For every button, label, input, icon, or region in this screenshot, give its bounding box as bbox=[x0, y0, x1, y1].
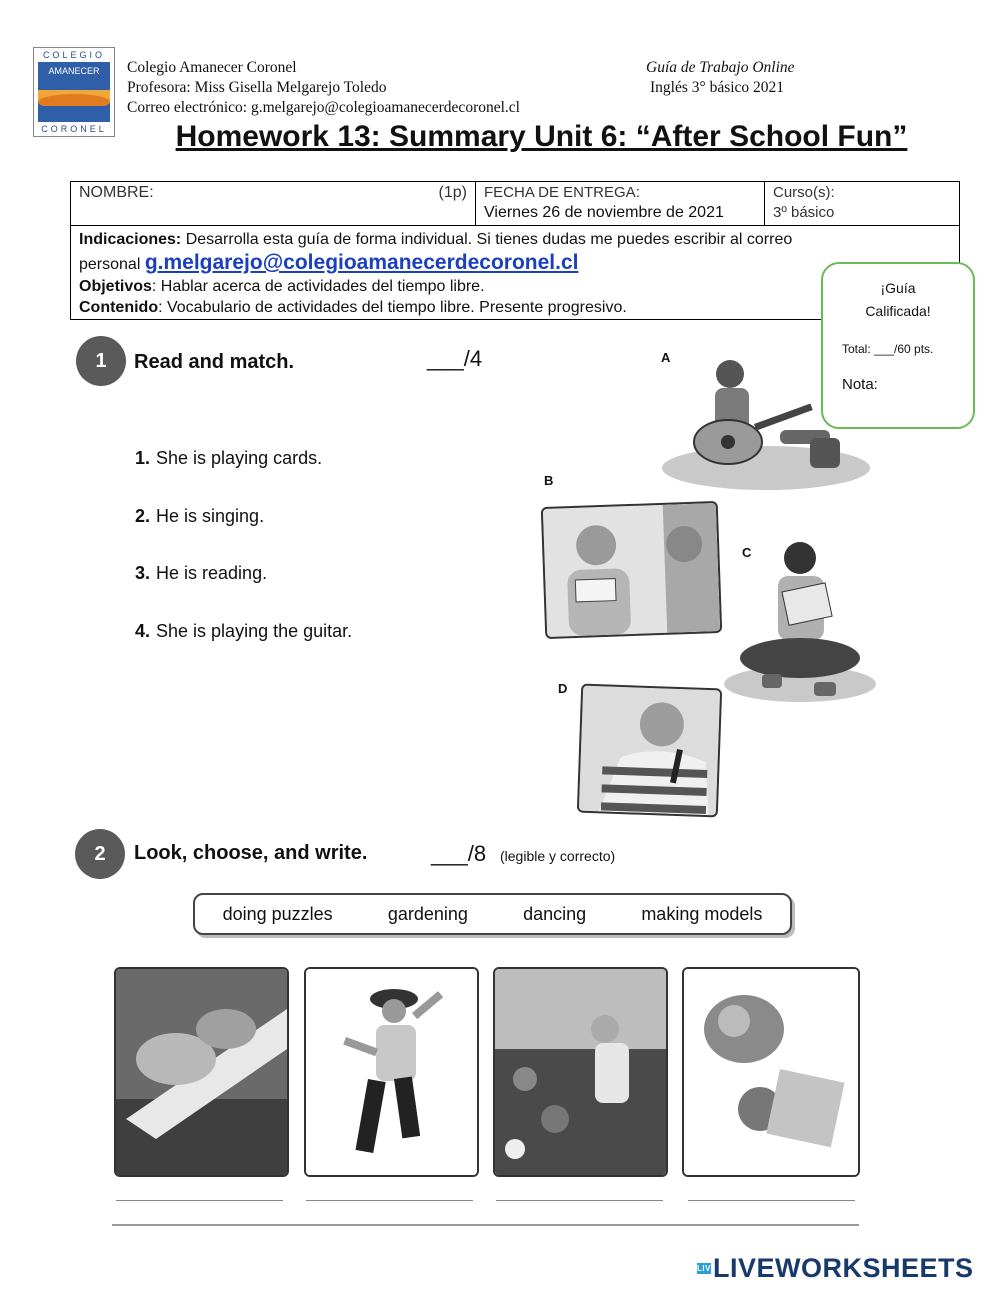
sentence-3-text: He is reading. bbox=[156, 563, 268, 583]
brand-text: LIVEWORKSHEETS bbox=[713, 1253, 974, 1283]
sentence-1-num: 1. bbox=[135, 448, 151, 468]
logo-bottom-text: CORONEL bbox=[41, 124, 107, 134]
dancing-graphic bbox=[306, 969, 477, 1175]
indications-label: Indicaciones: bbox=[79, 231, 182, 248]
word-bank-item: gardening bbox=[387, 903, 468, 924]
picture-b-letter: B bbox=[544, 473, 554, 488]
boy-singing-picture[interactable] bbox=[577, 684, 722, 818]
page-title: Homework 13: Summary Unit 6: “After School Fun” bbox=[175, 120, 908, 153]
grade-box-line1: ¡Guía bbox=[880, 280, 916, 296]
course-value: 3º básico bbox=[773, 204, 835, 221]
sentence-4[interactable] bbox=[135, 621, 352, 642]
course-cell bbox=[765, 182, 960, 226]
sentence-1-text: She is playing cards. bbox=[156, 448, 323, 468]
name-cell[interactable] bbox=[71, 182, 476, 226]
word-bank-item: making models bbox=[641, 903, 763, 924]
picture-a-letter: A bbox=[661, 350, 671, 365]
making-models-picture bbox=[114, 967, 289, 1177]
date-value: Viernes 26 de noviembre de 2021 bbox=[484, 204, 724, 221]
sentence-2[interactable] bbox=[135, 506, 264, 527]
answer-line-4[interactable] bbox=[688, 1200, 855, 1201]
objectives-text: : Hablar acerca de actividades del tiempo libre. bbox=[151, 278, 485, 295]
brand-badge: LIVE bbox=[697, 1264, 717, 1273]
boy-reading-picture[interactable] bbox=[722, 536, 880, 704]
section1-score: ___/4 bbox=[427, 346, 483, 371]
grade-total[interactable]: Total: ___/60 pts. bbox=[842, 342, 934, 356]
section2-score: ___/8 bbox=[431, 841, 487, 866]
personal-email-line bbox=[79, 251, 951, 276]
girl-cards-graphic bbox=[543, 503, 720, 637]
grade-score: Nota: bbox=[842, 376, 878, 393]
girl-guitar-picture[interactable] bbox=[660, 350, 872, 492]
sentence-4-num: 4. bbox=[135, 621, 151, 641]
date-label: FECHA DE ENTREGA: bbox=[484, 184, 640, 201]
guide-type: Guía de Trabajo Online bbox=[646, 59, 795, 76]
content-label: Contenido bbox=[79, 299, 159, 316]
gardening-picture bbox=[493, 967, 668, 1177]
word-bank-item: dancing bbox=[523, 903, 587, 924]
picture-c-letter: C bbox=[742, 545, 752, 560]
content-text: : Vocabulario de actividades del tiempo libre. Presente progresivo. bbox=[158, 299, 627, 316]
divider bbox=[112, 1224, 859, 1226]
school-name: Colegio Amanecer Coronel bbox=[127, 59, 297, 76]
section1-number: 1 bbox=[76, 336, 126, 386]
sentence-4-text: She is playing the guitar. bbox=[156, 621, 353, 641]
girl-cards-picture[interactable] bbox=[541, 501, 722, 639]
logo-top-text: COLEGIO bbox=[42, 50, 105, 60]
gardening-graphic bbox=[495, 969, 666, 1175]
boy-singing-graphic bbox=[579, 686, 720, 816]
objectives-label: Objetivos bbox=[79, 278, 152, 295]
doing-puzzles-picture bbox=[682, 967, 860, 1177]
answer-line-3[interactable] bbox=[496, 1200, 663, 1201]
indications-line bbox=[79, 228, 951, 251]
course-label: Curso(s): bbox=[773, 184, 835, 201]
answer-line-2[interactable] bbox=[306, 1200, 473, 1201]
teacher-name: Profesora: Miss Gisella Melgarejo Toledo bbox=[127, 79, 387, 96]
word-bank bbox=[193, 893, 792, 935]
section1-title: Read and match. bbox=[134, 351, 295, 373]
section2-number: 2 bbox=[75, 829, 125, 879]
personal-label: personal bbox=[79, 256, 145, 273]
word-bank-item: doing puzzles bbox=[222, 903, 333, 924]
grade-box-line2: Calificada! bbox=[865, 303, 931, 319]
section2-note: (legible y correcto) bbox=[500, 848, 616, 864]
making-models-graphic bbox=[116, 969, 287, 1175]
date-cell bbox=[476, 182, 765, 226]
sentence-2-text: He is singing. bbox=[156, 506, 265, 526]
dancing-picture bbox=[304, 967, 479, 1177]
logo-mid-text: AMANECER bbox=[48, 66, 100, 76]
name-label: NOMBRE: bbox=[79, 184, 154, 201]
doing-puzzles-graphic bbox=[684, 969, 858, 1175]
indications-text: Desarrolla esta guía de forma individual. Si tienes dudas me puedes escribir al correo bbox=[181, 231, 793, 248]
sentence-2-num: 2. bbox=[135, 506, 151, 526]
answer-line-1[interactable] bbox=[116, 1200, 283, 1201]
sentence-1[interactable] bbox=[135, 448, 322, 469]
logo-sunrise-graphic bbox=[38, 62, 110, 122]
name-points: (1p) bbox=[438, 184, 467, 201]
teacher-email: Correo electrónico: g.melgarejo@colegioamanecerdecoronel.cl bbox=[127, 99, 520, 116]
picture-d-letter: D bbox=[558, 681, 568, 696]
course-year: Inglés 3° básico 2021 bbox=[650, 79, 785, 96]
sentence-3-num: 3. bbox=[135, 563, 151, 583]
sentence-3[interactable] bbox=[135, 563, 267, 584]
personal-email-link[interactable]: g.melgarejo@colegioamanecerdecoronel.cl bbox=[144, 251, 579, 274]
liveworksheets-logo bbox=[697, 1253, 974, 1284]
section2-title: Look, choose, and write. bbox=[134, 842, 368, 864]
